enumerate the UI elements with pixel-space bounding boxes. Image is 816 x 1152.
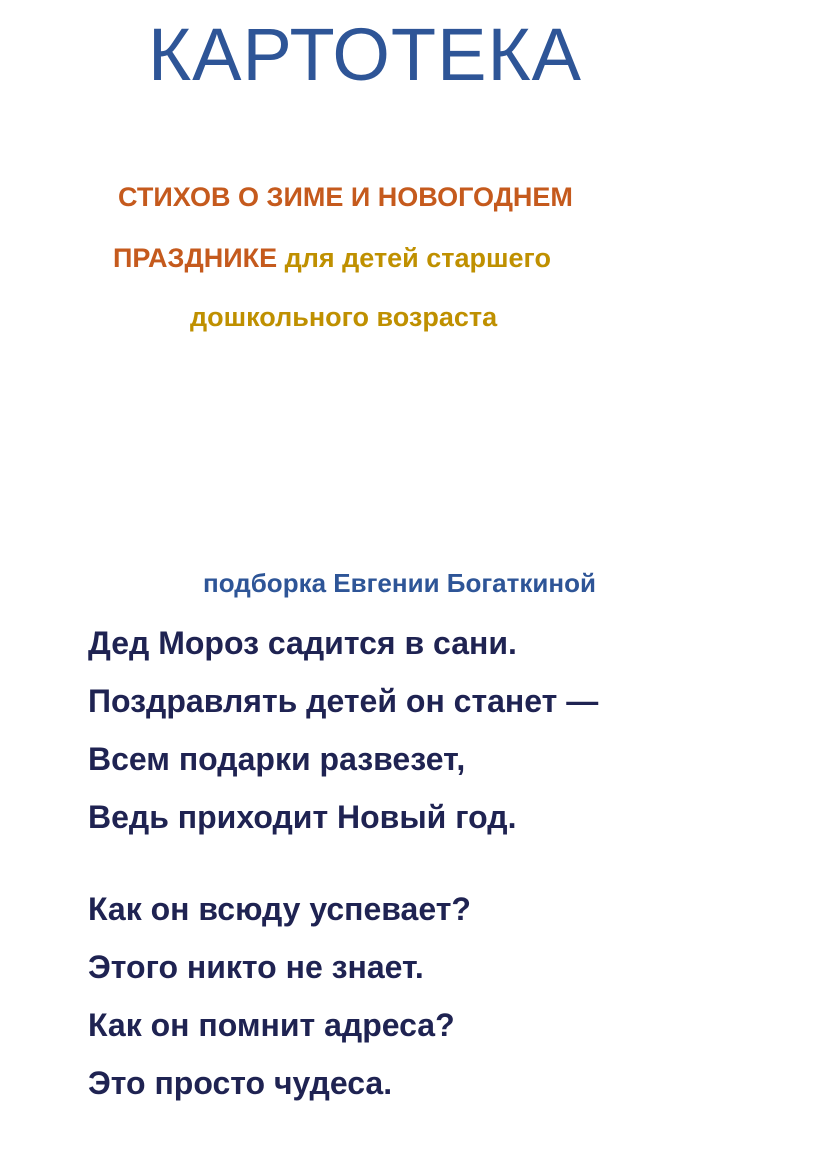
page-title: КАРТОТЕКА: [148, 13, 582, 96]
subtitle-line-3: дошкольного возраста: [190, 302, 498, 332]
poem-line: Этого никто не знает.: [88, 949, 424, 985]
subtitle-line-1: СТИХОВ О ЗИМЕ И НОВОГОДНЕМ: [118, 182, 573, 212]
poem-line: Это просто чудеса.: [88, 1065, 393, 1101]
poem-line: Ведь приходит Новый год.: [88, 799, 517, 835]
author-credit: подборка Евгении Богаткиной: [203, 568, 596, 598]
poem-line: Всем подарки развезет,: [88, 741, 466, 777]
poem-stanza-1: [88, 614, 598, 846]
subtitle-audience: для детей старшего: [277, 243, 551, 273]
poem-line: Дед Мороз садится в сани.: [88, 625, 517, 661]
poem-line: Поздравлять детей он станет —: [88, 683, 599, 719]
subtitle-holiday-word: ПРАЗДНИКЕ: [113, 243, 278, 273]
poem-line: Как он всюду успевает?: [88, 891, 471, 927]
subtitle-line-2: [113, 245, 551, 272]
poem-line: Как он помнит адреса?: [88, 1007, 455, 1043]
poem-stanza-2: [88, 880, 471, 1112]
